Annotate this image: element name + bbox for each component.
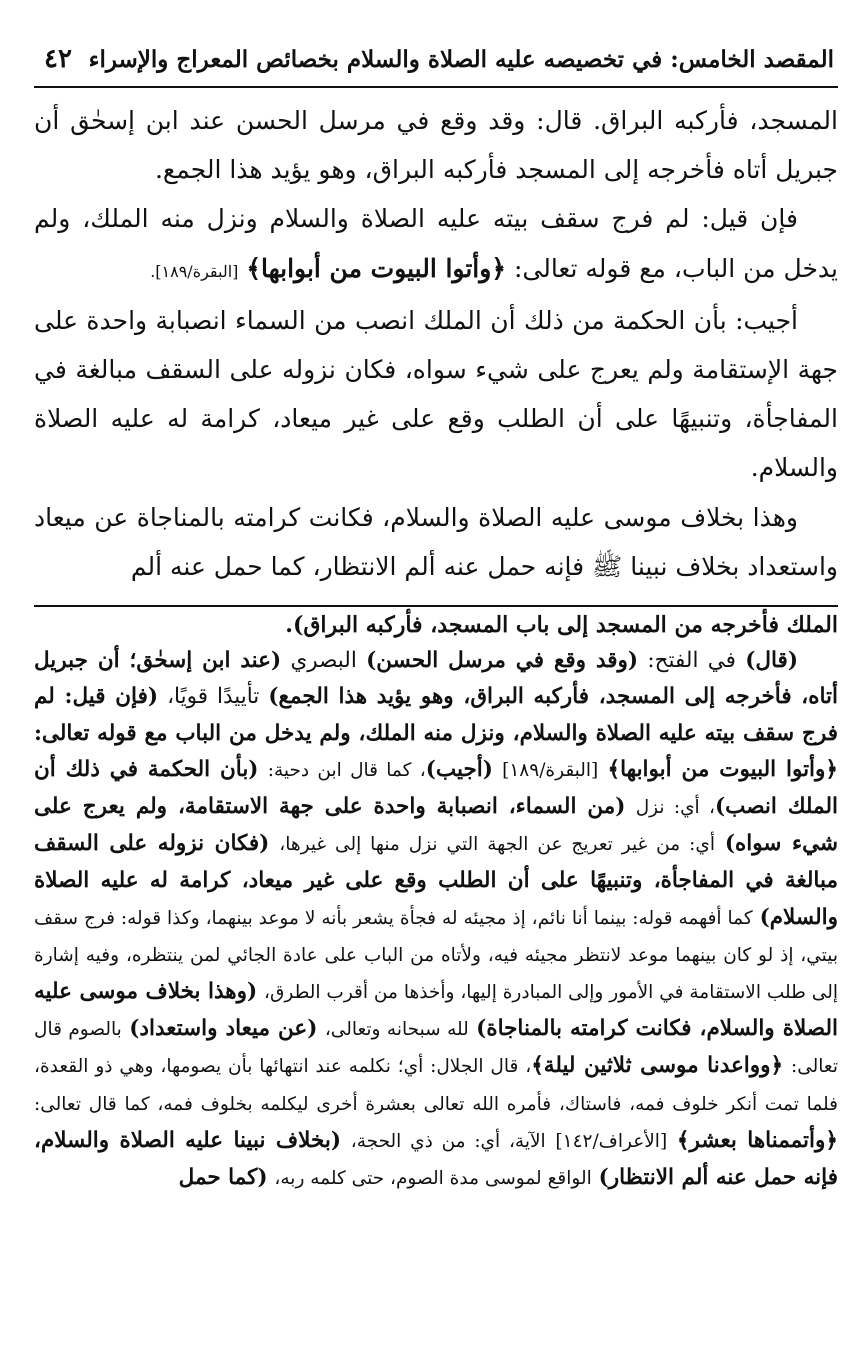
- commentary-text: ، كما قال ابن دحية:: [267, 759, 426, 781]
- commentary-text: ، أي: نزل: [635, 797, 715, 819]
- commentary-bold: (من السماء، انصبابة واحدة على جهة الاستقامة، ولم يعرج على شيء سواه): [34, 794, 839, 857]
- commentary-paragraph: [34, 643, 838, 1197]
- main-paragraph-4: وهذا بخلاف موسى عليه الصلاة والسلام، فكانت كرامته بالمناجاة عن ميعاد واستعداد بخلاف نبينا ﷺ فإنه حمل عنه ألم الانتظار، كما حمل عنه ألم: [34, 502, 838, 581]
- commentary-bold: (عن ميعاد واستعداد): [129, 1016, 318, 1042]
- commentary-text: البصري: [290, 648, 357, 674]
- running-header: [34, 38, 838, 88]
- commentary-text: الواقع لموسى مدة الصوم، حتى كلمه ربه،: [274, 1168, 592, 1190]
- verse-reference: [الأعراف/١٤٢]: [555, 1130, 668, 1152]
- commentary-bold: (كما حمل: [178, 1165, 268, 1191]
- quran-verse: ﴿وأتممناها بعشر﴾: [676, 1127, 838, 1153]
- commentary-bold: (بأن الحكمة في ذلك أن الملك انصب): [34, 756, 839, 820]
- commentary-bold: (أجيب): [425, 756, 493, 782]
- commentary-text: لله سبحانه وتعالى،: [324, 1019, 469, 1041]
- main-paragraph-2: [34, 194, 838, 295]
- commentary-bold: (فإن قيل: لم فرج سقف بيته عليه الصلاة والسلام، ونزل منه الملك، ولم يدخل من الباب مع قوله تعالى: ﴿وأتوا البيوت من أبوابها﴾: [34, 684, 839, 782]
- commentary-bold: (فكان نزوله على السقف مبالغة في المفاجأة، وتنبيهًا على أن الطلب وقع على غير ميعاد، كرامة له عليه الصلاة والسلام): [34, 831, 838, 930]
- quran-verse: ﴿وواعدنا موسى ثلاثين ليلة﴾: [531, 1053, 784, 1079]
- page-number: ٤٢: [44, 44, 72, 74]
- commentary-text: في الفتح:: [647, 648, 736, 674]
- verse-reference: [البقرة/١٨٩].: [150, 261, 239, 281]
- commentary-bold: (بخلاف نبينا عليه الصلاة والسلام، فإنه حمل عنه ألم الانتظار): [34, 1127, 838, 1191]
- main-paragraph-3: أجيب: بأن الحكمة من ذلك أن الملك انصب من السماء انصبابة واحدة على جهة الإستقامة ولم يعرج على شيء سواه، فكان نزوله على السقف مبالغة في المفاجأة، وتنبيهًا على أن الطلب وقع على غير ميعاد، كرامة له عليه الصلاة والسلام.: [34, 305, 838, 483]
- verse-reference: [البقرة/١٨٩]: [502, 759, 599, 781]
- commentary-lead-line: الملك فأخرجه من المسجد إلى باب المسجد، فأركبه البراق).: [285, 612, 838, 639]
- commentary-text: ، قال الجلال: أي؛ نكلمه عند انتهائها بأن يصومها، وهي ذو القعدة، فلما تمت أنكر خلوف فمه، فاستاك، فأمره الله تعالى بعشرة أخرى ليكلمه بخلوف فمه، كما قال تعالى:: [34, 1056, 838, 1115]
- commentary: [34, 607, 838, 1197]
- commentary-bold: (وقد وقع في مرسل الحسن): [366, 648, 639, 674]
- commentary-text: بالصوم قال تعالى:: [34, 1019, 838, 1078]
- commentary-bold: (عند ابن إسحٰق؛ أن جبريل أتاه، فأخرجه إلى المسجد، فأركبه البراق، وهو يؤيد هذا الجمع): [34, 648, 839, 710]
- quran-verse: ﴿وأتوا البيوت من أبوابها﴾: [246, 253, 506, 283]
- commentary-bold: (وهذا بخلاف موسى عليه الصلاة والسلام، فكانت كرامته بالمناجاة): [34, 979, 838, 1042]
- main-text: [34, 96, 838, 591]
- commentary-text: تأييدًا قويًا،: [167, 684, 260, 710]
- main-paragraph-1: المسجد، فأركبه البراق. قال: وقد وقع في مرسل الحسن عند ابن إسحٰق أن جبريل أتاه فأخرجه إلى المسجد فأركبه البراق، وهو يؤيد هذا الجمع.: [34, 106, 838, 185]
- commentary-text: كما أفهمه قوله: بينما أنا نائم، إذ مجيئه له فجأة يشعر بأنه لا موعد بينهما، وكذا قوله: فرج سقف بيتي، إذ لو كان بينهما موعد لانتظر مجيئه فيه، ولأتاه من الباب على عادة الجائي لمن ينتظره، وفيه إشارة إلى طلب الاستقامة في الأمور وإلى المبادرة إليها، وأخذها من أقرب الطرق،: [34, 907, 838, 1004]
- main-paragraph-2-text: فإن قيل: لم فرج سقف بيته عليه الصلاة والسلام ونزل منه الملك، ولم يدخل من الباب، مع قوله تعالى:: [34, 204, 838, 283]
- commentary-text: أي: من غير تعريج عن الجهة التي نزل منها إلى غيرها،: [279, 834, 715, 856]
- header-title: المقصد الخامس: في تخصيصه عليه الصلاة والسلام بخصائص المعراج والإسراء: [88, 46, 834, 73]
- commentary-text: الآية، أي: من ذي الحجة،: [350, 1130, 546, 1152]
- commentary-bold: (قال): [745, 648, 798, 674]
